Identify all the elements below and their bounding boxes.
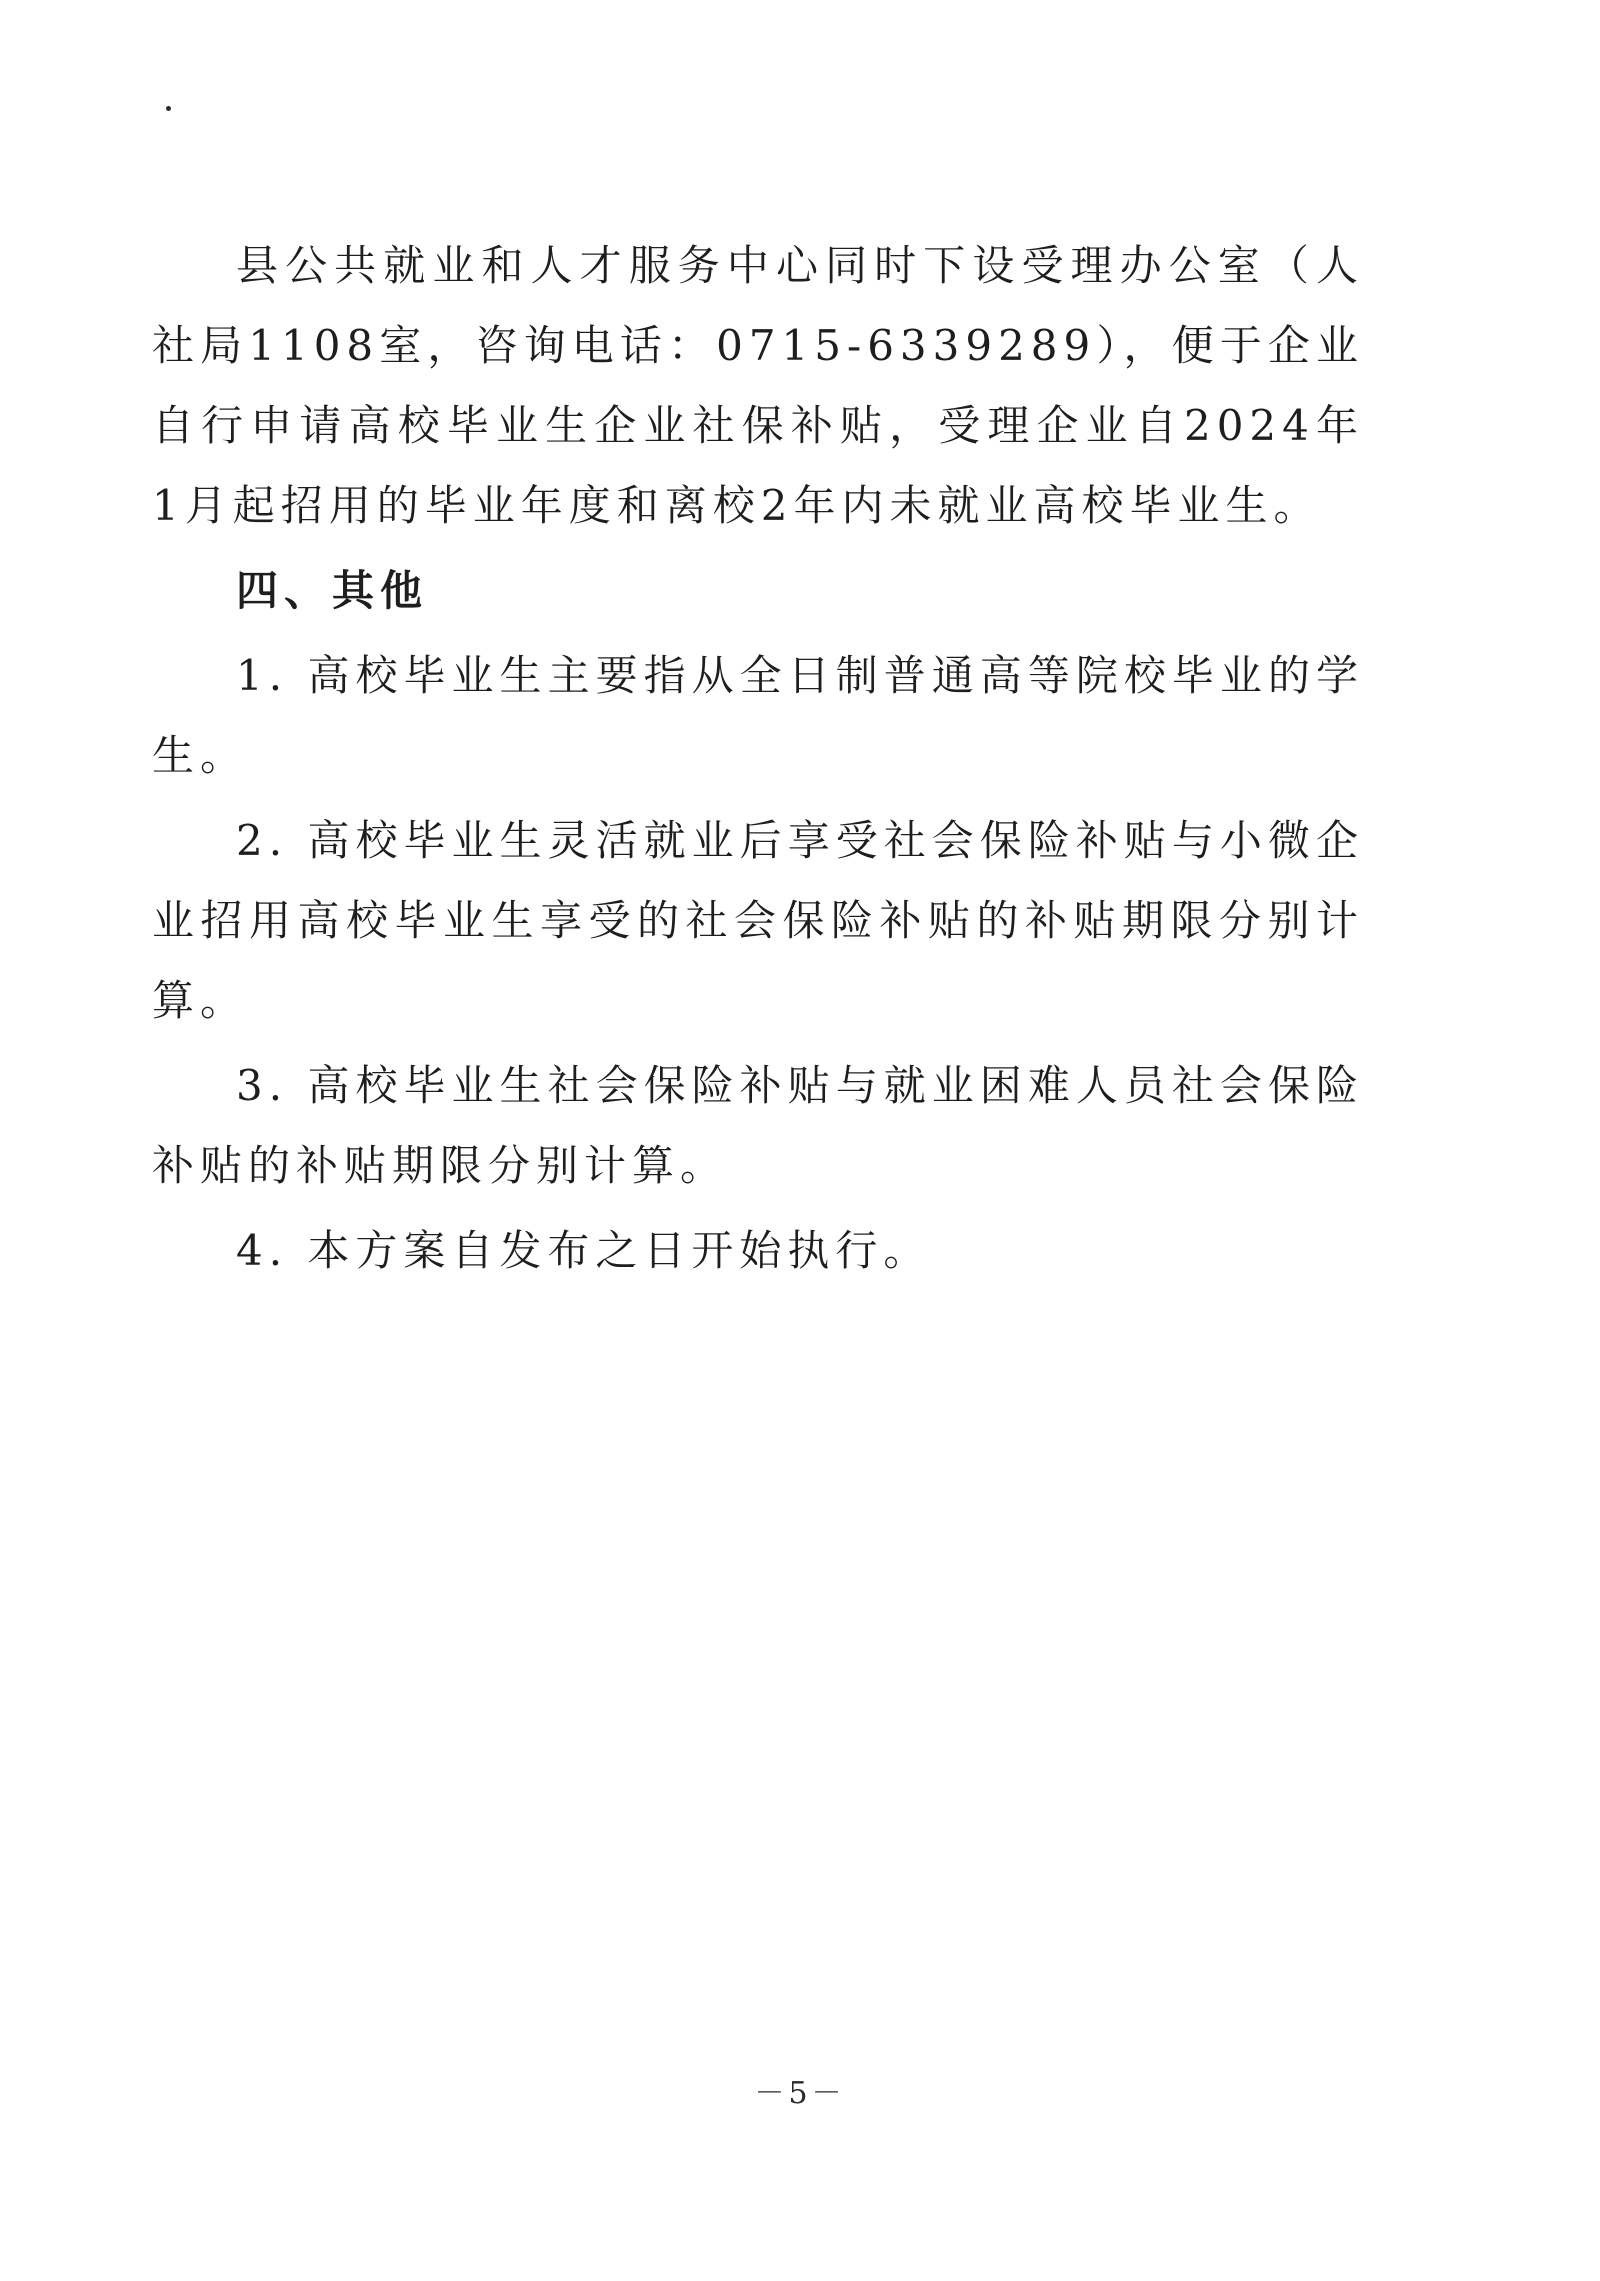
page-number: －5－ (754, 2076, 846, 2111)
section-heading-other: 四、其他 (236, 566, 429, 615)
scan-dot-mark (166, 106, 171, 111)
list-item-4: 4. 本方案自发布之日开始执行。 (236, 1226, 932, 1275)
list-item-2: 2. 高校毕业生灵活就业后享受社会保险补贴与小微企业招用高校毕业生享受的社会保险补贴的补贴期限分别计算。 (152, 816, 1364, 1025)
document-body (152, 226, 1364, 1291)
list-item-1: 1. 高校毕业生主要指从全日制普通高等院校毕业的学生。 (152, 651, 1364, 780)
list-item-3: 3. 高校毕业生社会保险补贴与就业困难人员社会保险补贴的补贴期限分别计算。 (152, 1061, 1364, 1190)
paragraph-service-center: 县公共就业和人才服务中心同时下设受理办公室（人社局1108室，咨询电话：0715-6339289），便于企业自行申请高校毕业生企业社保补贴，受理企业自2024年1月起招用的毕业年度和离校2年内未就业高校毕业生。 (152, 241, 1364, 530)
